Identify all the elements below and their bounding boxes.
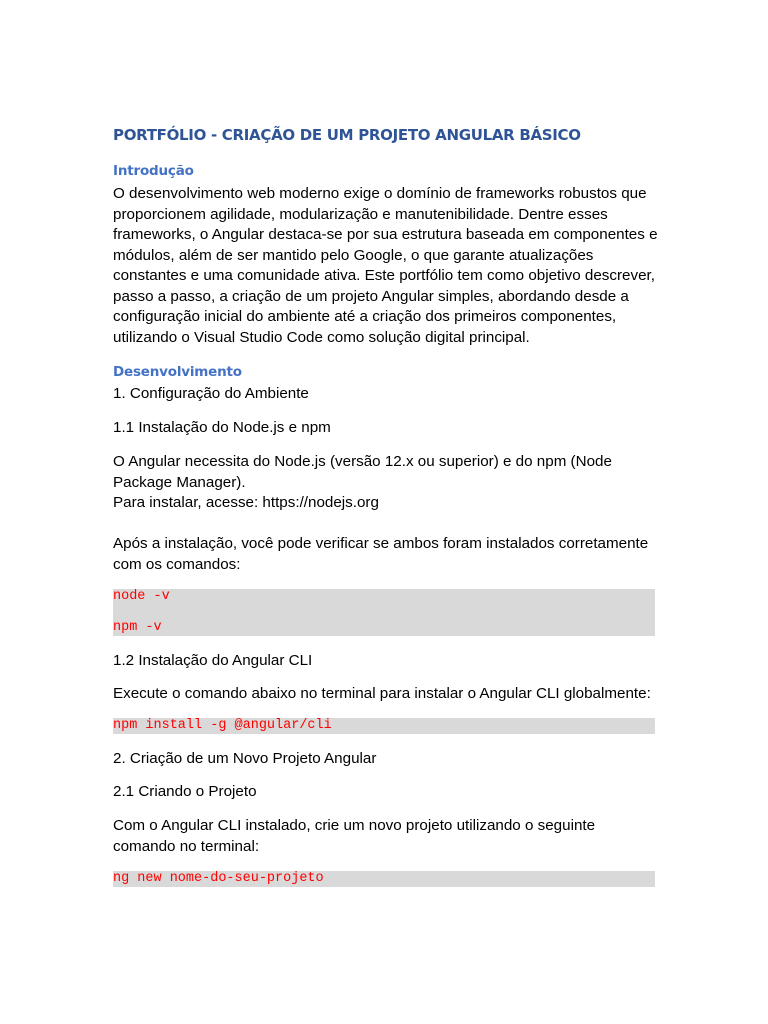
intro-heading: Introdução [113, 163, 194, 179]
create-line: Com o Angular CLI instalado, crie um novo projeto utilizando o seguinte [113, 817, 596, 834]
code-new-project: ng new nome-do-seu-projeto [113, 871, 324, 886]
verify-line: Após a instalação, você pode verificar se ambos foram instalados corretamente [113, 535, 649, 552]
intro-line: passo a passo, a criação de um projeto Angular simples, abordando desde a [113, 287, 629, 305]
development-heading: Desenvolvimento [113, 364, 242, 380]
code-npm-version: npm -v [113, 620, 162, 635]
section-1-heading: 1. Configuração do Ambiente [113, 385, 309, 402]
node-requirement-paragraph [113, 452, 673, 514]
intro-line: configuração inicial do ambiente até a criação dos primeiros componentes, [113, 308, 617, 325]
intro-line: frameworks, o Angular destaca-se por sua estrutura baseada em componentes e [113, 226, 658, 243]
section-2-1-heading: 2.1 Criando o Projeto [113, 783, 257, 800]
intro-paragraph [113, 184, 673, 348]
intro-line: proporcionem agilidade, modularização e manutenibilidade. Dentre esses [113, 205, 608, 223]
node-requirement-line: Package Manager). [113, 473, 246, 491]
section-1-1-heading: 1.1 Instalação do Node.js e npm [113, 419, 331, 436]
intro-line: O desenvolvimento web moderno exige o domínio de frameworks robustos que [113, 185, 647, 202]
create-line: comando no terminal: [113, 837, 260, 855]
intro-line: constantes e uma comunidade ativa. Este portfólio tem como objetivo descrever, [113, 267, 655, 284]
section-1-2-heading: 1.2 Instalação do Angular CLI [113, 652, 313, 669]
node-requirement-line: O Angular necessita do Node.js (versão 12.x ou superior) e do npm (Node [113, 453, 612, 470]
verify-paragraph [113, 534, 673, 575]
install-link-text: Para instalar, acesse: https://nodejs.org [113, 494, 379, 511]
create-paragraph [113, 816, 673, 857]
intro-line: módulos, além de ser mantido pelo Google, o que garante atualizações [113, 246, 594, 264]
document-title: PORTFÓLIO - CRIAÇÃO DE UM PROJETO ANGULAR BÁSICO [113, 126, 581, 144]
section-2-heading: 2. Criação de um Novo Projeto Angular [113, 750, 377, 767]
code-block-versions [113, 589, 655, 636]
code-node-version: node -v [113, 589, 170, 604]
code-install-cli: npm install -g @angular/cli [113, 718, 332, 733]
intro-line: utilizando o Visual Studio Code como solução digital principal. [113, 328, 530, 346]
verify-line: com os comandos: [113, 555, 241, 573]
execute-paragraph: Execute o comando abaixo no terminal para instalar o Angular CLI globalmente: [113, 685, 651, 702]
